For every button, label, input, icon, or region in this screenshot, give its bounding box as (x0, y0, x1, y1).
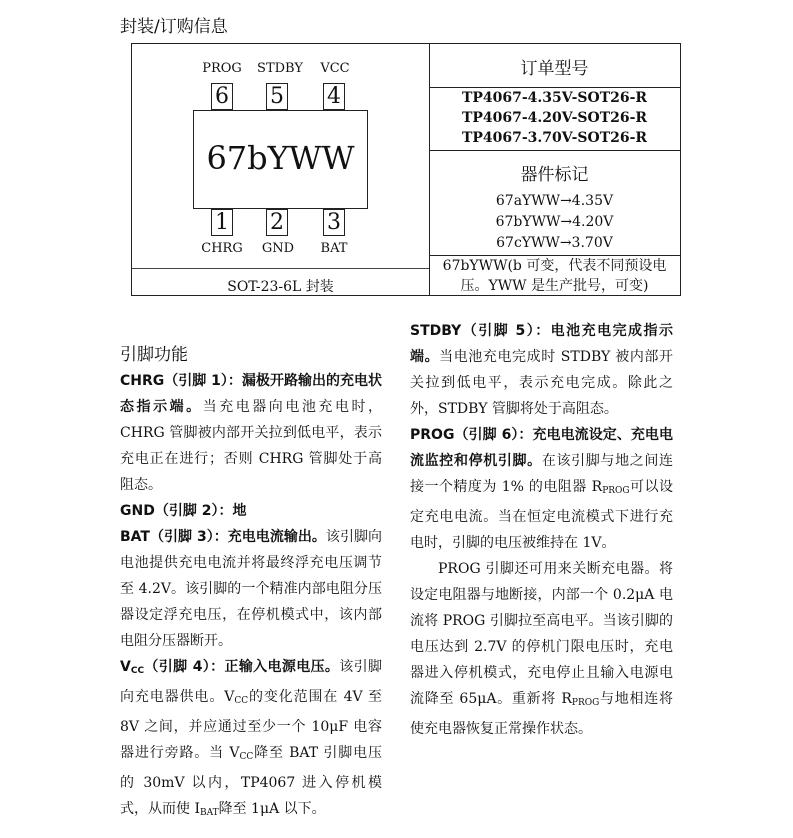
pin-body-chrg: 当充电器向电池充电时，CHRG 管脚被内部开关拉到低电平，表示充电正在进行；否则 CHRG 管脚处于高阻态。 (120, 399, 383, 493)
pin-head-bat: BAT（引脚 3）：充电电流输出。 (120, 529, 326, 545)
pin-desc-prog-shutdown: PROG 引脚还可用来关断充电器。将设定电阻器与地断接，内部一个 0.2μA 电流将 PROG 引脚拉至高电平。当该引脚的电压达到 2.7V 的停机门限电压时，充电器进入停机模式，充电停止且输入电源电流降至 65μA。重新将 $R_{PROG}$与地相连将使充电器恢复正常操作状态。 (410, 561, 674, 737)
marking-heading: 器件标记 (520, 165, 589, 185)
pin-2: 2 (266, 209, 288, 236)
order-model-3: TP4067-3.70V-SOT26-R (461, 130, 648, 146)
pin-head-vcc: $V_{CC}$（引脚 4）：正输入电源电压。 (120, 659, 340, 676)
marking-note-2: 压。YWW 是生产批号，可变) (460, 278, 649, 294)
marking-item-1: 67aYWW→4.35V (495, 193, 614, 209)
pin-5: 5 (266, 83, 288, 110)
pin-desc-stdby (410, 318, 673, 422)
pin-functions-right-column (410, 318, 673, 742)
pin-body-prog: 在该引脚与地之间连接一个精度为 1% 的电阻器 $R_{PROG}$可以设定充电电流。当在恒定电流模式下进行充电时，引脚的电压被维持在 1V。 (410, 453, 674, 551)
order-heading: 订单型号 (520, 59, 589, 79)
caption-divider (132, 268, 429, 269)
pin-label-gnd: GND (261, 241, 295, 256)
order-model-1: TP4067-4.35V-SOT26-R (461, 90, 648, 106)
row-divider (429, 150, 680, 151)
pin-head-stdby: STDBY（引脚 5）：电池充电完成指示端。 (410, 323, 673, 365)
marking-item-3: 67cYWW→3.70V (496, 235, 613, 251)
pin-body-bat: 该引脚向电池提供充电电流并将最终浮充电压调节至 4.2V。该引脚的一个精准内部电阻分压器设定浮充电压，在停机模式中，该内部电阻分压器断开。 (120, 529, 382, 649)
marking-item-2: 67bYWW→4.20V (495, 214, 614, 230)
pin-1: 1 (211, 209, 233, 236)
pin-desc-gnd (120, 498, 382, 524)
pin-head-chrg: CHRG（引脚 1）：漏极开路输出的充电状态指示端。 (120, 373, 382, 415)
section-title-pin-functions: 引脚功能 (120, 345, 188, 365)
pin-desc-vcc (120, 654, 382, 826)
pin-head-prog: PROG（引脚 6）：充电电流设定、充电电流监控和停机引脚。 (410, 427, 673, 469)
pin-label-chrg: CHRG (201, 241, 243, 256)
pin-label-bat: BAT (320, 241, 348, 256)
package-order-table (131, 43, 681, 296)
row-divider (429, 87, 680, 88)
chip-body (193, 110, 368, 209)
pin-6: 6 (211, 83, 233, 110)
order-model-2: TP4067-4.20V-SOT26-R (461, 110, 648, 126)
pin-functions-left-column (120, 368, 382, 826)
marking-note-1: 67bYWW(b 可变，代表不同预设电 (442, 258, 667, 274)
pin-desc-prog (410, 422, 673, 556)
pin-label-prog: PROG (202, 61, 242, 76)
chip-marking: 67bYWW (206, 139, 355, 177)
pin-3: 3 (323, 209, 345, 236)
pin-label-vcc: VCC (320, 61, 350, 76)
pin-desc-chrg (120, 368, 382, 498)
section-title-package: 封装/订购信息 (120, 17, 228, 37)
pin-head-gnd: GND（引脚 2）：地 (120, 503, 247, 519)
pin-body-vcc: 该引脚向充电器供电。$V_{CC}$的变化范围在 4V 至 8V 之间，并应通过至少一个 10μF 电容器进行旁路。当 $V_{CC}$降至 BAT 引脚电压的 30mV 以内，TP4067 进入停机模式，从而使 $I_{BAT}$降至 1μA 以下。 (120, 659, 382, 818)
pin-desc-bat (120, 524, 382, 654)
pin-label-stdby: STDBY (257, 61, 303, 76)
pin-body-stdby: 当电池充电完成时 STDBY 被内部开关拉到低电平，表示充电完成。除此之外，STDBY 管脚将处于高阻态。 (410, 349, 673, 417)
pin-4: 4 (323, 83, 345, 110)
package-caption: SOT-23-6L 封装 (227, 279, 334, 295)
